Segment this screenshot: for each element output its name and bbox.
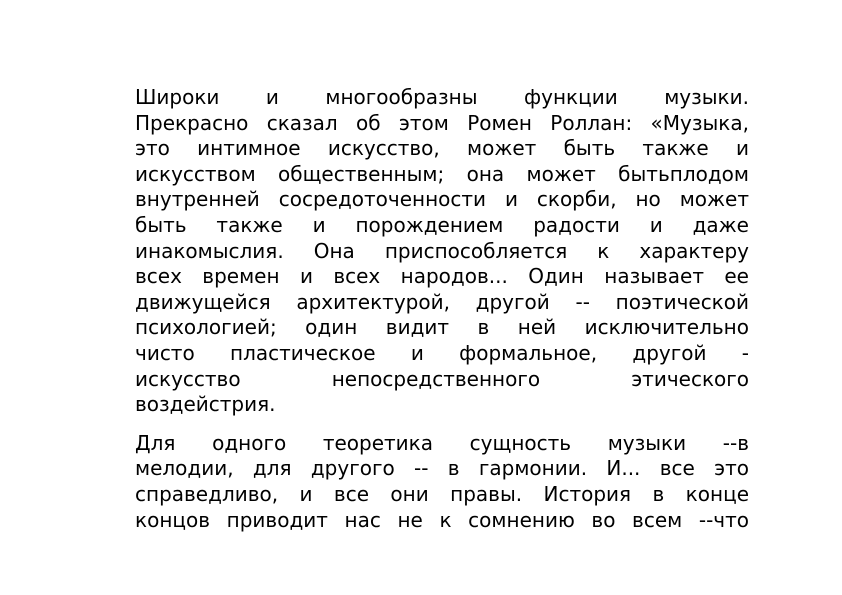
text-line: Широки и многообразны функции музыки.: [135, 85, 749, 109]
text-line: инакомыслия. Она приспособляется к характеру: [135, 238, 749, 263]
text-line: Для одного теоретика сущность музыки --в: [135, 430, 749, 455]
paragraph-2: [135, 431, 749, 533]
text-line: справедливо, и все они правы. История в конце: [135, 481, 749, 506]
text-line: Прекрасно сказал об этом Ромен Роллан: «Музыка,: [135, 110, 749, 135]
paragraph-1: [135, 85, 749, 418]
text-line: концов приводит нас не к сомнению во всем --что: [135, 507, 749, 532]
text-line: психологией; один видит в ней исключительно: [135, 315, 749, 340]
body-text: [135, 85, 749, 546]
text-line: мелодии, для другого -- в гармонии. И... все это: [135, 456, 749, 481]
text-line: внутренней сосредоточенности и скорби, но может: [135, 187, 749, 212]
text-line: искусством общественным; она может бытьплодом: [135, 161, 749, 186]
text-line: искусство непосредственного этического: [135, 366, 749, 391]
text-line: движущейся архитектурой, другой -- поэтической: [135, 289, 749, 314]
text-line: чисто пластическое и формальное, другой -: [135, 340, 749, 365]
text-line: это интимное искусство, может быть также и: [135, 136, 749, 161]
text-line: воздейстрия.: [135, 392, 276, 417]
text-line: быть также и порождением радости и даже: [135, 212, 749, 237]
text-line: всех времен и всех народов... Один называет ее: [135, 264, 749, 289]
